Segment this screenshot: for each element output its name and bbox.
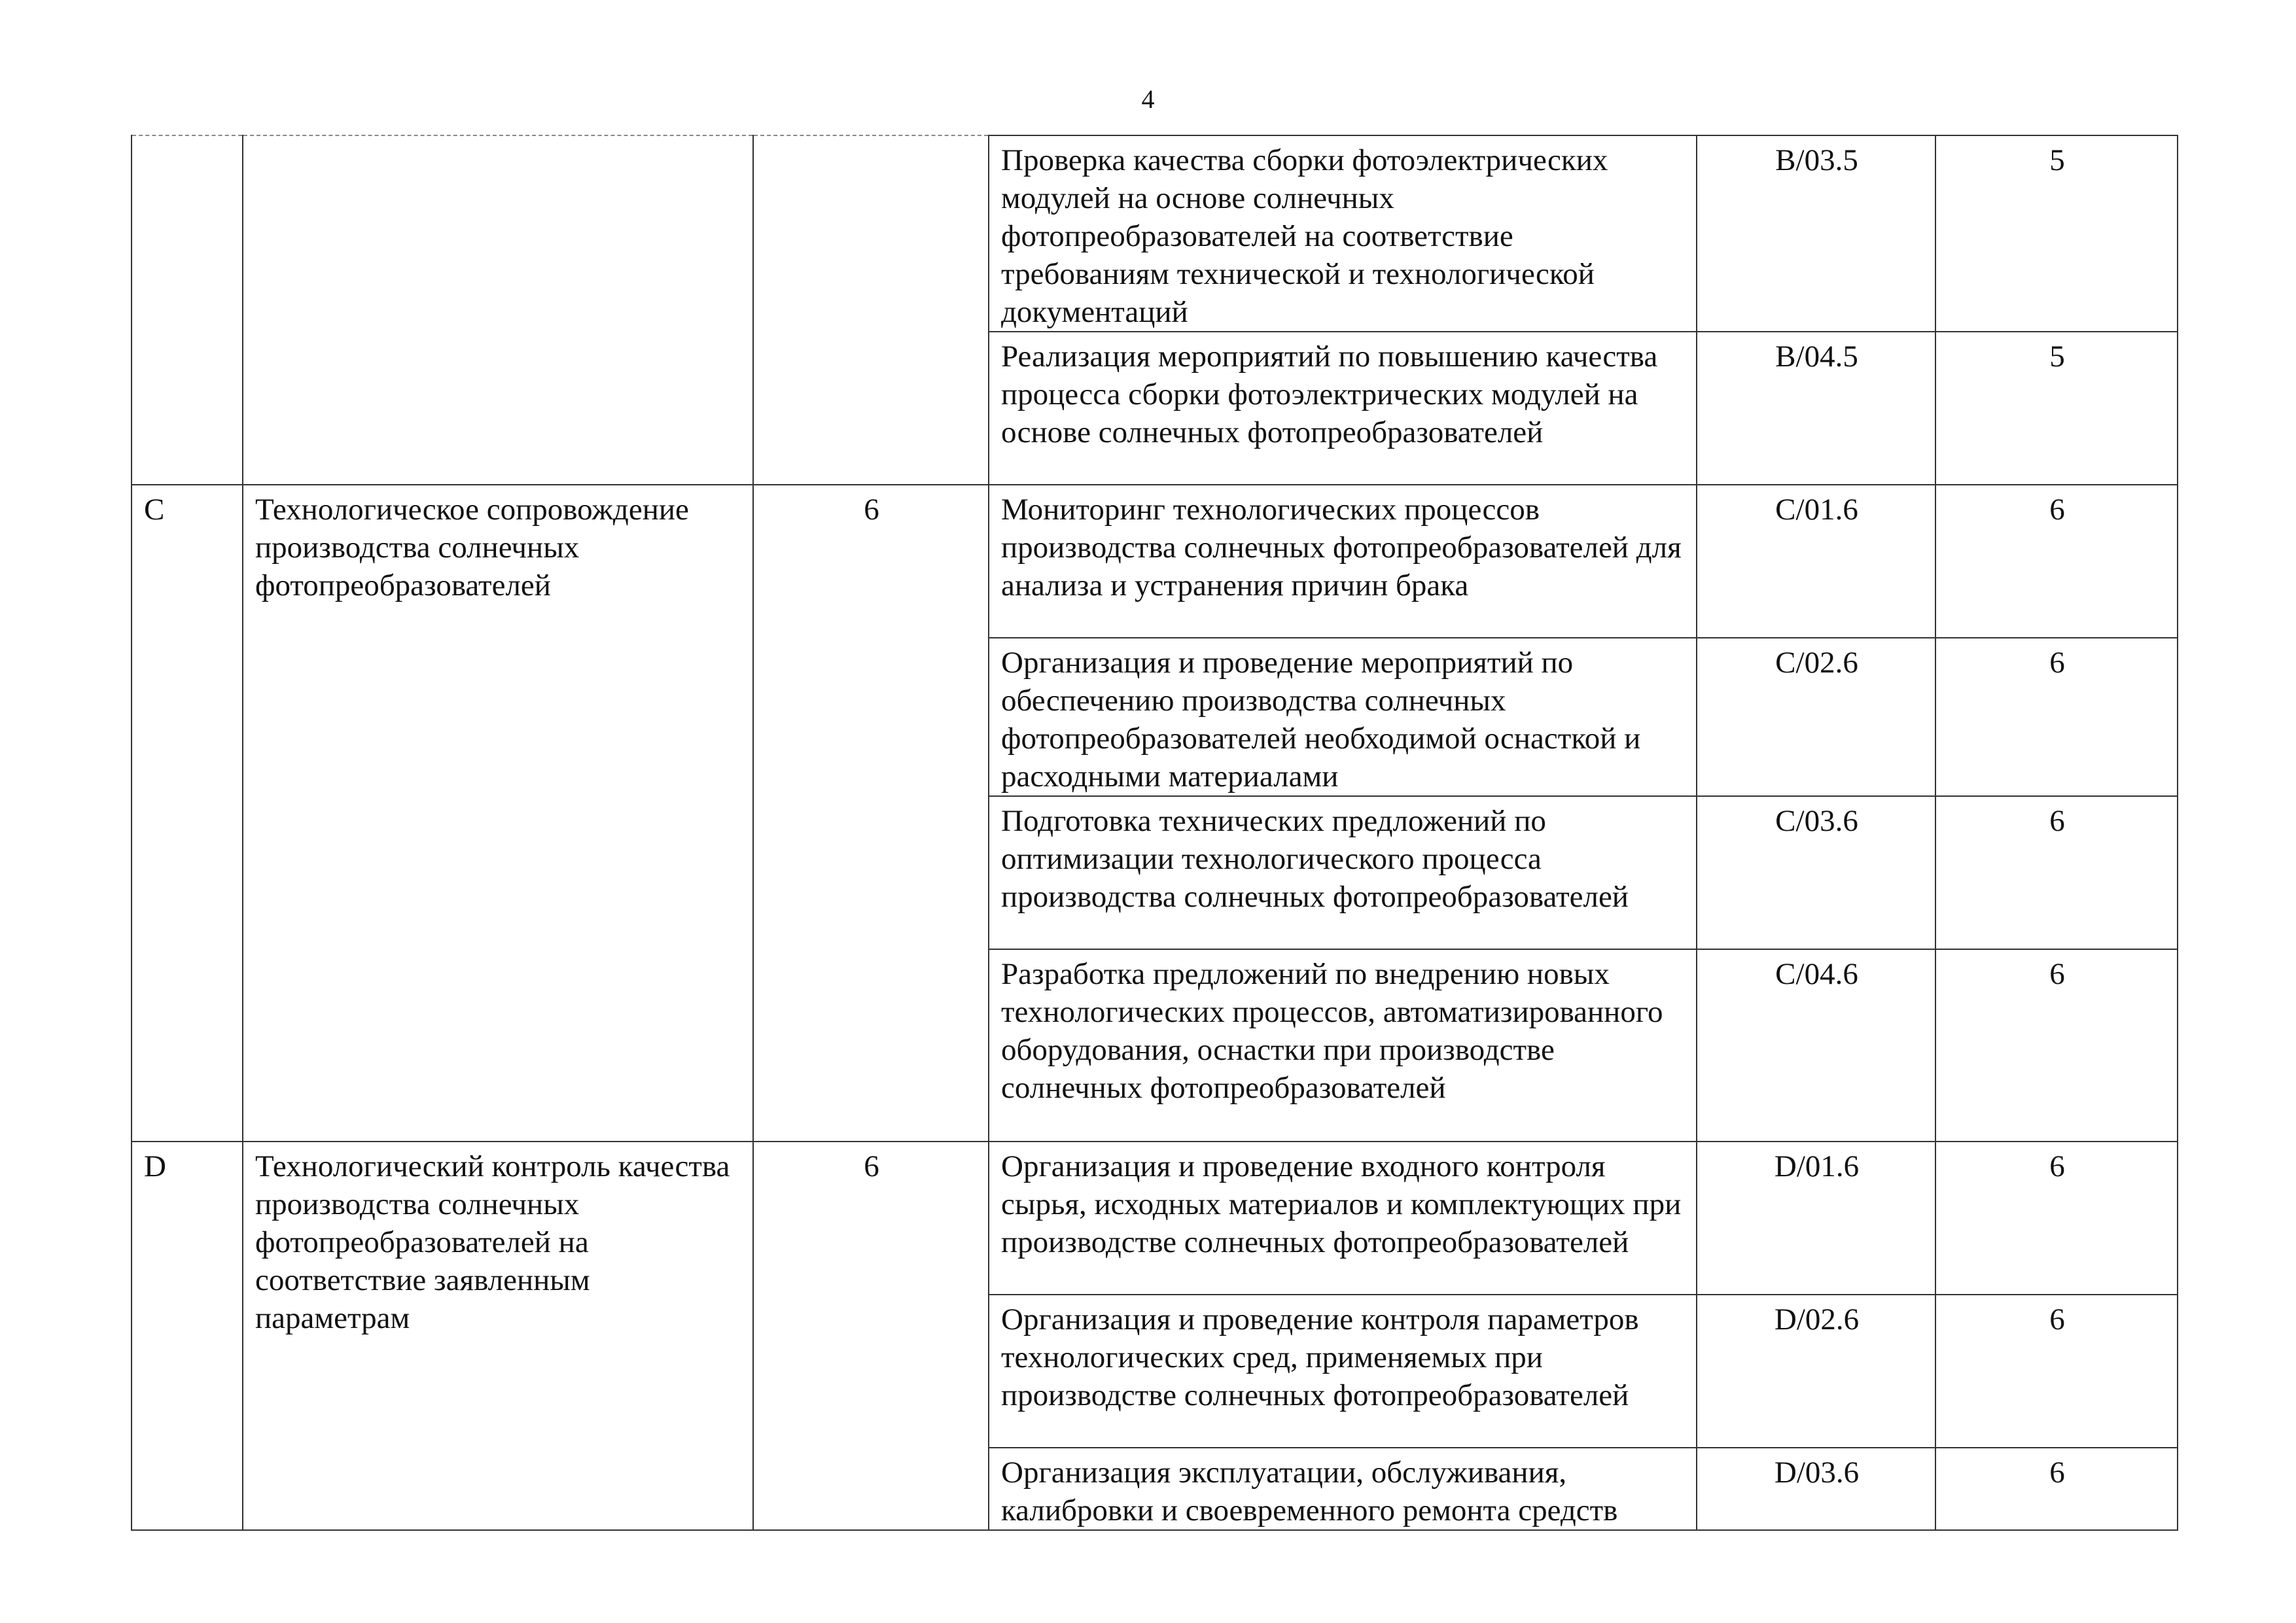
labor-function-name-cell: Проверка качества сборки фотоэлектрических модулей на основе солнечных фотопреобразователей на соответствие требованиям технической и технологической документаций [989, 135, 1697, 332]
labor-function-level-cell: 6 [1935, 949, 2178, 1142]
gen-function-code-cell: C [132, 485, 243, 1142]
gen-function-level-cell [753, 135, 989, 485]
labor-function-code-cell: D/01.6 [1697, 1142, 1935, 1295]
functions-table [131, 135, 2178, 1531]
gen-function-name-cell: Технологическое сопровождение производства солнечных фотопреобразователей [243, 485, 753, 1142]
labor-function-name-cell: Организация и проведение входного контроля сырья, исходных материалов и комплектующих при производстве солнечных фотопреобразователей [989, 1142, 1697, 1295]
gen-function-code-cell: D [132, 1142, 243, 1530]
labor-function-code-cell: C/04.6 [1697, 949, 1935, 1142]
labor-function-level-cell: 5 [1935, 135, 2178, 332]
labor-function-level-cell: 6 [1935, 485, 2178, 638]
labor-function-level-cell: 6 [1935, 1295, 2178, 1448]
page-number: 4 [1141, 84, 1155, 114]
labor-function-name-cell: Мониторинг технологических процессов производства солнечных фотопреобразователей для анализа и устранения причин брака [989, 485, 1697, 638]
gen-function-code-cell [132, 135, 243, 485]
labor-function-level-cell: 6 [1935, 796, 2178, 949]
labor-function-code-cell: C/02.6 [1697, 638, 1935, 796]
labor-function-name-cell: Реализация мероприятий по повышению качества процесса сборки фотоэлектрических модулей на основе солнечных фотопреобразователей [989, 332, 1697, 485]
labor-function-level-cell: 5 [1935, 332, 2178, 485]
labor-function-name-cell: Организация и проведение контроля параметров технологических сред, применяемых при производстве солнечных фотопреобразователей [989, 1295, 1697, 1448]
gen-function-level-cell: 6 [753, 1142, 989, 1530]
table-row [132, 135, 2178, 332]
labor-function-code-cell: D/03.6 [1697, 1448, 1935, 1530]
table-row [132, 485, 2178, 638]
labor-function-name-cell: Организация эксплуатации, обслуживания, калибровки и своевременного ремонта средств [989, 1448, 1697, 1530]
labor-function-code-cell: B/03.5 [1697, 135, 1935, 332]
labor-function-level-cell: 6 [1935, 1448, 2178, 1530]
labor-function-name-cell: Подготовка технических предложений по оптимизации технологического процесса производства солнечных фотопреобразователей [989, 796, 1697, 949]
labor-function-code-cell: D/02.6 [1697, 1295, 1935, 1448]
gen-function-name-cell [243, 135, 753, 485]
labor-function-level-cell: 6 [1935, 638, 2178, 796]
labor-function-code-cell: C/01.6 [1697, 485, 1935, 638]
labor-function-code-cell: C/03.6 [1697, 796, 1935, 949]
labor-function-code-cell: B/04.5 [1697, 332, 1935, 485]
labor-function-level-cell: 6 [1935, 1142, 2178, 1295]
labor-function-name-cell: Разработка предложений по внедрению новых технологических процессов, автоматизированного оборудования, оснастки при производстве солнечных фотопреобразователей [989, 949, 1697, 1142]
gen-function-level-cell: 6 [753, 485, 989, 1142]
gen-function-name-cell: Технологический контроль качества производства солнечных фотопреобразователей на соответствие заявленным параметрам [243, 1142, 753, 1530]
labor-function-name-cell: Организация и проведение мероприятий по обеспечению производства солнечных фотопреобразователей необходимой оснасткой и расходными материалами [989, 638, 1697, 796]
table-row [132, 1142, 2178, 1295]
